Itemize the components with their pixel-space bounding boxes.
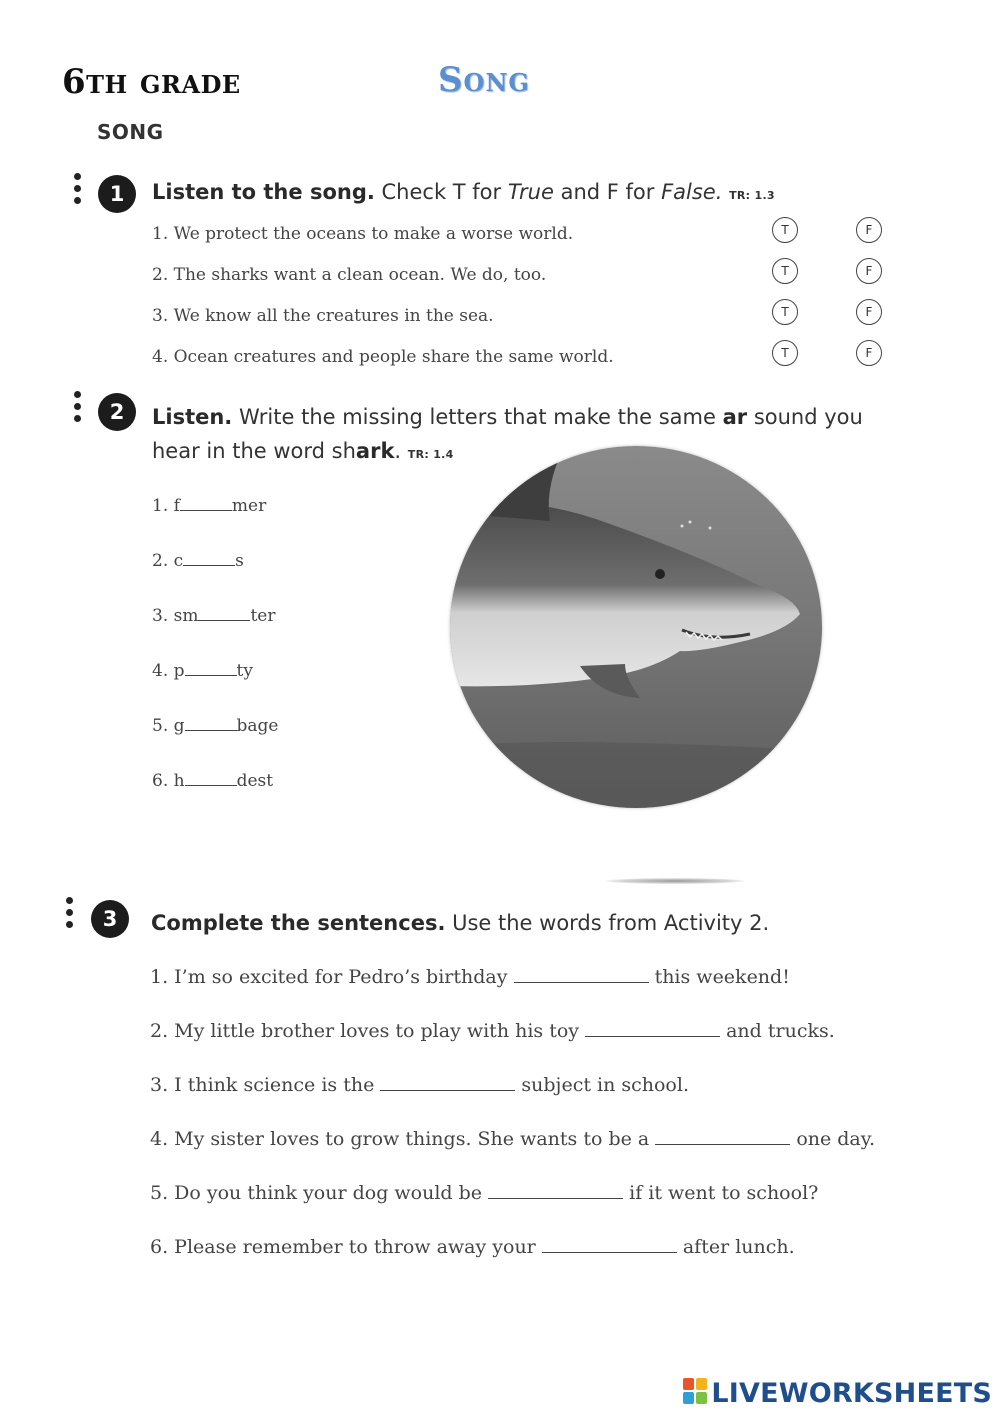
- sentence-item: 4. My sister loves to grow things. She wants to be a one day.: [150, 1128, 876, 1150]
- answer-blank[interactable]: [655, 1132, 790, 1145]
- sentence-item: 6. Please remember to throw away your after lunch.: [150, 1236, 795, 1258]
- activity1-instruction: Listen to the song. Check T for True and F for False. TR: 1.3: [152, 180, 775, 204]
- answer-blank[interactable]: [180, 498, 232, 511]
- activity2-instruction: Listen. Write the missing letters that make the same ar sound you: [152, 405, 863, 429]
- tf-item: 4. Ocean creatures and people share the same world.: [152, 347, 614, 367]
- tf-item: 3. We know all the creatures in the sea.: [152, 306, 494, 326]
- false-option[interactable]: F: [856, 340, 882, 366]
- sentence-item: 3. I think science is the subject in school.: [150, 1074, 689, 1096]
- missing-letters-item: 6. h dest: [152, 771, 274, 791]
- missing-letters-item: 3. sm ter: [152, 606, 276, 626]
- answer-blank[interactable]: [542, 1240, 677, 1253]
- false-option[interactable]: F: [856, 299, 882, 325]
- true-option[interactable]: T: [772, 217, 798, 243]
- missing-letters-item: 5. g bage: [152, 716, 279, 736]
- divider: [605, 878, 745, 884]
- tf-item: 1. We protect the oceans to make a worse world.: [152, 224, 574, 244]
- track-label: TR: 1.4: [407, 448, 454, 461]
- sentence-item: 5. Do you think your dog would be if it went to school?: [150, 1182, 819, 1204]
- answer-blank[interactable]: [380, 1078, 515, 1091]
- answer-blank[interactable]: [198, 608, 250, 621]
- shark-photo: [450, 446, 822, 808]
- answer-blank[interactable]: [514, 970, 649, 983]
- true-option[interactable]: T: [772, 299, 798, 325]
- missing-letters-item: 1. f mer: [152, 496, 267, 516]
- page-title: Song: [438, 60, 530, 100]
- true-option[interactable]: T: [772, 340, 798, 366]
- liveworksheets-icon: [683, 1378, 709, 1406]
- activity-number-badge: 3: [91, 900, 129, 938]
- answer-blank[interactable]: [185, 718, 237, 731]
- answer-blank[interactable]: [585, 1024, 720, 1037]
- answer-blank[interactable]: [185, 663, 237, 676]
- answer-blank[interactable]: [185, 773, 237, 786]
- tf-item: 2. The sharks want a clean ocean. We do, too.: [152, 265, 547, 285]
- activity-number-badge: 2: [98, 393, 136, 431]
- sentence-item: 2. My little brother loves to play with his toy and trucks.: [150, 1020, 835, 1042]
- liveworksheets-logo: LIVEWORKSHEETS: [683, 1378, 992, 1409]
- true-option[interactable]: T: [772, 258, 798, 284]
- false-option[interactable]: F: [856, 217, 882, 243]
- dots-icon: [74, 173, 82, 209]
- grade-heading: 6th grade: [62, 62, 241, 102]
- answer-blank[interactable]: [488, 1186, 623, 1199]
- dots-icon: [66, 897, 74, 933]
- track-label: TR: 1.3: [729, 189, 775, 202]
- missing-letters-item: 2. c s: [152, 551, 244, 571]
- dots-icon: [74, 391, 82, 427]
- missing-letters-item: 4. p ty: [152, 661, 253, 681]
- sentence-item: 1. I’m so excited for Pedro’s birthday this weekend!: [150, 966, 790, 988]
- activity-number-badge: 1: [98, 175, 136, 213]
- activity3-instruction: Complete the sentences. Use the words from Activity 2.: [151, 911, 770, 935]
- false-option[interactable]: F: [856, 258, 882, 284]
- answer-blank[interactable]: [183, 553, 235, 566]
- activity2-instruction-line2: hear in the word shark. TR: 1.4: [152, 439, 454, 463]
- section-label: SONG: [97, 120, 164, 144]
